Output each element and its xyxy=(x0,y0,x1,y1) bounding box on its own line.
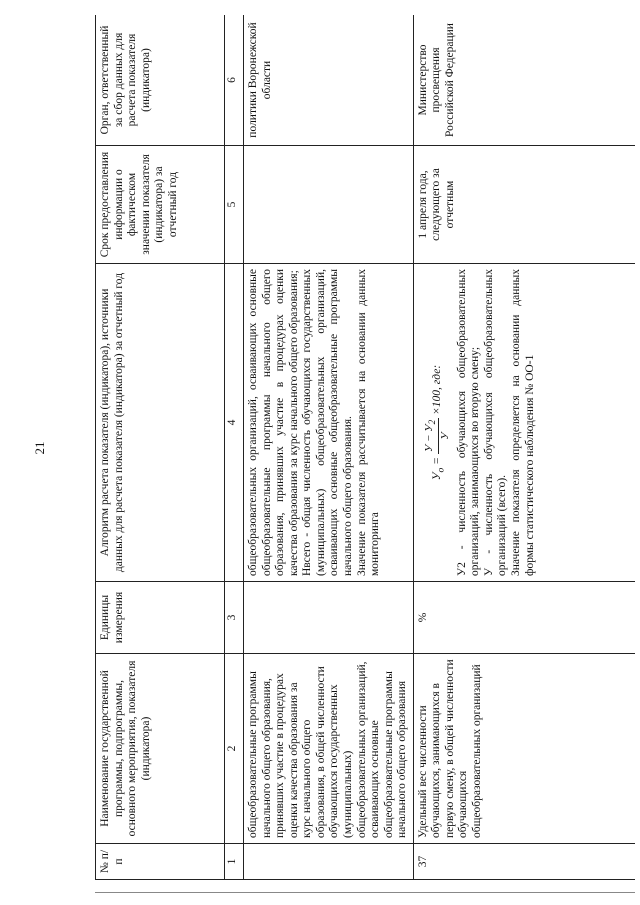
column-number: 2 xyxy=(225,654,244,844)
scan-edge-line xyxy=(95,892,635,893)
indicator-algorithm xyxy=(413,264,635,582)
algorithm-paragraph: Нвсего - общая численность обучающихся государственных (муниципальных) общеобразовательных организаций, осваивающих основные общеобразовательные программы начального общего образования. xyxy=(301,269,354,576)
column-number: 6 xyxy=(225,15,244,146)
indicators-table xyxy=(95,15,635,880)
formula-tail: ×100, где: xyxy=(430,364,443,415)
rotated-page xyxy=(95,15,635,880)
table-row xyxy=(413,15,635,880)
algorithm-paragraph: У - численность обучающихся общеобразовательных организаций (всего). xyxy=(482,269,509,576)
indicator-organ: политики Воронежской области xyxy=(244,15,414,146)
header-name: Наименование государственной программы, подпрограммы, основного мероприятия, показателя (индикатора) xyxy=(96,654,225,844)
column-number: 5 xyxy=(225,146,244,264)
header-num: № п/п xyxy=(96,844,225,880)
indicator-unit xyxy=(244,582,414,654)
algorithm-paragraph: Значение показателя рассчитывается на основании данных мониторинга xyxy=(355,269,382,576)
formula-denominator: У xyxy=(438,432,451,440)
column-number-row xyxy=(225,15,244,880)
header-organ: Орган, ответственный за сбор данных для расчета показателя (индикатора) xyxy=(96,15,225,146)
indicator-deadline xyxy=(244,146,414,264)
indicator-unit: % xyxy=(413,582,635,654)
formula-lhs: У xyxy=(430,472,443,481)
header-algorithm: Алгоритм расчета показателя (индикатора), источники данных для расчета показателя (индикатора) за отчетный год xyxy=(96,264,225,582)
row-number xyxy=(244,844,414,880)
algorithm-paragraph: общеобразовательных организаций, осваивающих основные общеобразовательные программы начального общего образования, принявших участие в процедурах оценки качества образования за курс начального общего образования; xyxy=(247,269,300,576)
row-number: 37 xyxy=(413,844,635,880)
formula-lhs-sub: о xyxy=(435,467,447,473)
table-header-row xyxy=(96,15,225,880)
column-number: 3 xyxy=(225,582,244,654)
indicator-deadline: 1 апреля года, следующего за отчетным xyxy=(413,146,635,264)
indicator-organ: Министерство просвещения Российской Федерации xyxy=(413,15,635,146)
indicator-algorithm xyxy=(244,264,414,582)
algorithm-paragraph: Значение показателя определяется на основании данных формы статистического наблюдения № ОО-1 xyxy=(509,269,536,576)
page-number: 21 xyxy=(32,441,47,455)
formula: $У_о$ = $У - У_2$ У ×100, где: xyxy=(422,364,451,481)
column-number: 1 xyxy=(225,844,244,880)
header-deadline: Срок предоставления информации о фактическом значении показателя (индикатора) за отчетный год xyxy=(96,146,225,264)
formula-fraction xyxy=(423,418,452,454)
table-wrapper xyxy=(95,15,635,880)
formula-numerator: $У - У_2$ xyxy=(422,419,437,453)
table-row xyxy=(244,15,414,880)
header-unit: Единицы измерения xyxy=(96,582,225,654)
indicator-name: Удельный вес численности обучающихся, занимающихся в первую смену, в общей численности обучающихся общеобразовательных организаций xyxy=(413,654,635,844)
column-number: 4 xyxy=(225,264,244,582)
indicator-name: общеобразовательные программы начального общего образования, принявших участие в процедурах оценки качества образования за курс начального общего образования, в общей численности обучающихся государственных (муниципальных) общеобразовательных организаций, осваивающих основные общеобразовательные программы начального общего образования xyxy=(244,654,414,844)
algorithm-paragraph: У2 - численность обучающихся общеобразовательных организаций, занимающихся во вторую смену; xyxy=(455,269,482,576)
